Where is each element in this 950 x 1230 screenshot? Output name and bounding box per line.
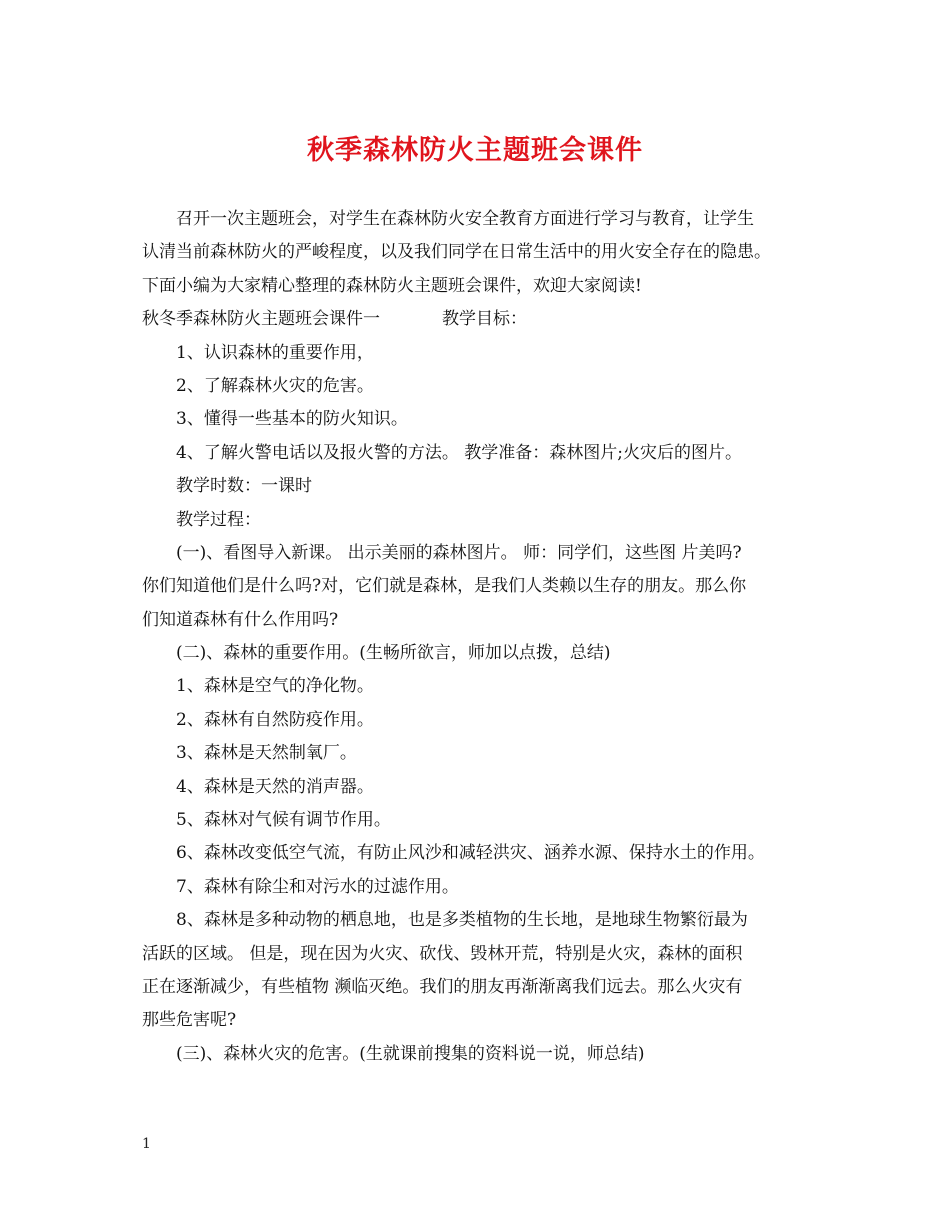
page-number: 1 [142, 1136, 151, 1152]
paragraph-line: 那些危害呢? [142, 1010, 237, 1031]
paragraph-line: 活跃的区域。 但是，现在因为火灾、砍伐、毁林开荒，特别是火灾，森林的面积 [142, 943, 743, 964]
document-body [142, 203, 822, 1071]
section-heading: (三)、森林火灾的危害。(生就课前搜集的资料说一说，师总结) [176, 1043, 645, 1064]
paragraph-line: 下面小编为大家精心整理的森林防火主题班会课件，欢迎大家阅读! [142, 275, 642, 296]
section-heading: (二)、森林的重要作用。(生畅所欲言，师加以点拨，总结) [176, 643, 611, 664]
paragraph-line [142, 303, 822, 336]
list-item: 2、森林有自然防疫作用。 [176, 709, 374, 730]
list-item: 2、了解森林火灾的危害。 [176, 375, 374, 396]
paragraph-line: 教学过程： [176, 509, 261, 530]
paragraph-line: 教学时数：一课时 [176, 476, 312, 497]
paragraph-line: 你们知道他们是什么吗?对，它们就是森林，是我们人类赖以生存的朋友。那么你 [142, 576, 747, 597]
list-item: 7、森林有除尘和对污水的过滤作用。 [176, 876, 459, 897]
paragraph-line: 认清当前森林防火的严峻程度，以及我们同学在日常生活中的用火安全存在的隐患。 [142, 242, 771, 263]
paragraph-line: 们知道森林有什么作用吗? [142, 609, 339, 630]
section-subheading: 教学目标： [442, 309, 527, 330]
list-item: 8、森林是多种动物的栖息地，也是多类植物的生长地，是地球生物繁衍最为 [176, 910, 748, 931]
list-item: 3、森林是天然制氧厂。 [176, 743, 357, 764]
paragraph-line: 正在逐渐减少，有些植物 濒临灭绝。我们的朋友再渐渐离我们远去。那么火灾有 [142, 976, 743, 997]
list-item: 6、森林改变低空气流，有防止风沙和减轻洪灾、涵养水源、保持水土的作用。 [176, 843, 765, 864]
list-item: 5、森林对气候有调节作用。 [176, 810, 391, 831]
list-item: 4、了解火警电话以及报火警的方法。 教学准备：森林图片;火灾后的图片。 [176, 442, 742, 463]
paragraph-line: 召开一次主题班会，对学生在森林防火安全教育方面进行学习与教育，让学生 [176, 209, 754, 229]
paragraph-line: (一)、看图导入新课。 出示美丽的森林图片。 师：同学们，这些图 片美吗? [176, 542, 742, 563]
section-heading: 秋冬季森林防火主题班会课件一 [142, 309, 380, 330]
document-title: 秋季森林防火主题班会课件 [307, 135, 643, 166]
list-item: 3、懂得一些基本的防火知识。 [176, 409, 408, 430]
list-item: 1、认识森林的重要作用， [176, 342, 374, 363]
list-item: 1、森林是空气的净化物。 [176, 676, 374, 697]
list-item: 4、森林是天然的消声器。 [176, 776, 374, 797]
